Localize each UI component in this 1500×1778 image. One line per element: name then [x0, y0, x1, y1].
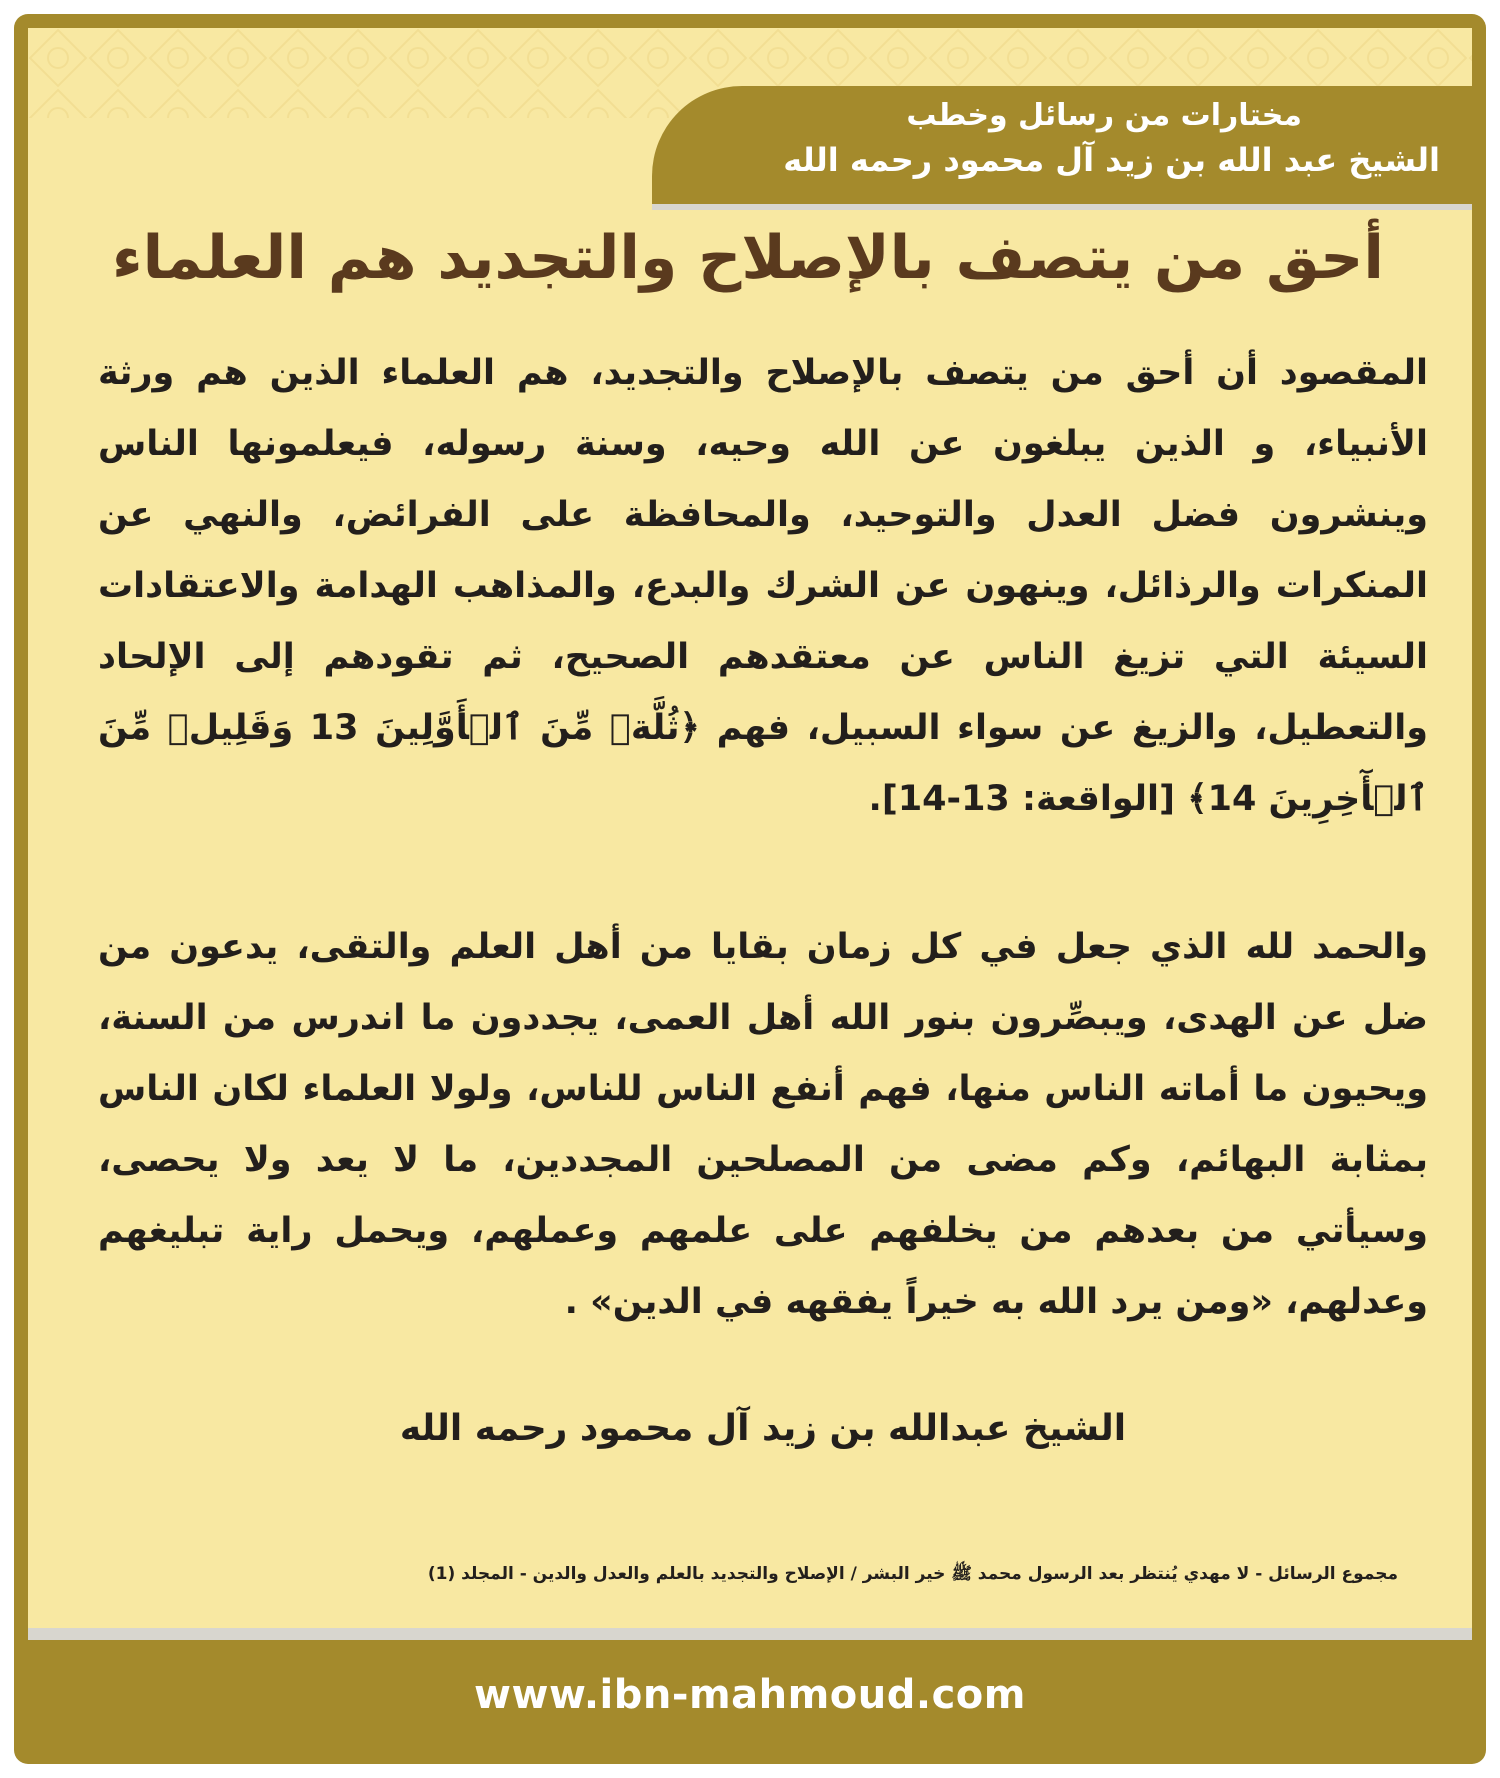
- series-title: مختارات من رسائل وخطب: [906, 98, 1302, 133]
- content-card: [28, 28, 1472, 1628]
- author-signature: الشيخ عبدالله بن زيد آل محمود رحمه الله: [399, 1408, 1127, 1449]
- author-title: الشيخ عبد الله بن زيد آل محمود رحمه الله: [783, 141, 1440, 179]
- header-band: [652, 86, 1472, 204]
- body-paragraph-1: المقصود أن أحق من يتصف بالإصلاح والتجديد، هم العلماء الذين هم ورثة الأنبياء، و الذين يبلغون عن الله وحيه، وسنة رسوله، فيعلمونها الناس وينشرون فضل العدل والتوحيد، والمحافظة على الفرائض، والنهي عن المنكرات والرذائل، وينهون عن الشرك والبدع، والمذاهب الهدامة والاعتقادات السيئة التي تزيغ الناس عن معتقدهم الصحيح، ثم تقودهم إلى الإلحاد والتعطيل، والزيغ عن سواء السبيل، فهم ﴿ثُلَّةٞ مِّنَ ٱلۡأَوَّلِينَ 13 وَقَلِيلٞ مِّنَ ٱلۡأٓخِرِينَ 14﴾ [الواقعة: 13-14].: [98, 353, 1428, 819]
- footer-divider: [28, 1628, 1472, 1640]
- body-paragraph-2: والحمد لله الذي جعل في كل زمان بقايا من أهل العلم والتقى، يدعون من ضل عن الهدى، ويبصِّرون بنور الله أهل العمى، يجددون ما اندرس من السنة، ويحيون ما أماته الناس منها، فهم أنفع الناس للناس، ولولا العلماء لكان الناس بمثابة البهائم، وكم مضى من المصلحين المجددين، ما لا يعد ولا يحصى، وسيأتي من بعدهم من يخلفهم على علمهم وعملهم، ويحمل راية تبليغهم وعدلهم، «ومن يرد الله به خيراً يفقهه في الدين» .: [98, 927, 1428, 1322]
- source-reference: مجموع الرسائل - لا مهدي يُنتظر بعد الرسول محمد ﷺ خير البشر / الإصلاح والتجديد بالعلم والعدل والدين - المجلد (1): [427, 1564, 1398, 1584]
- website-link[interactable]: www.ibn-mahmoud.com: [474, 1672, 1026, 1718]
- article-title: أحق من يتصف بالإصلاح والتجديد هم العلماء: [112, 223, 1384, 293]
